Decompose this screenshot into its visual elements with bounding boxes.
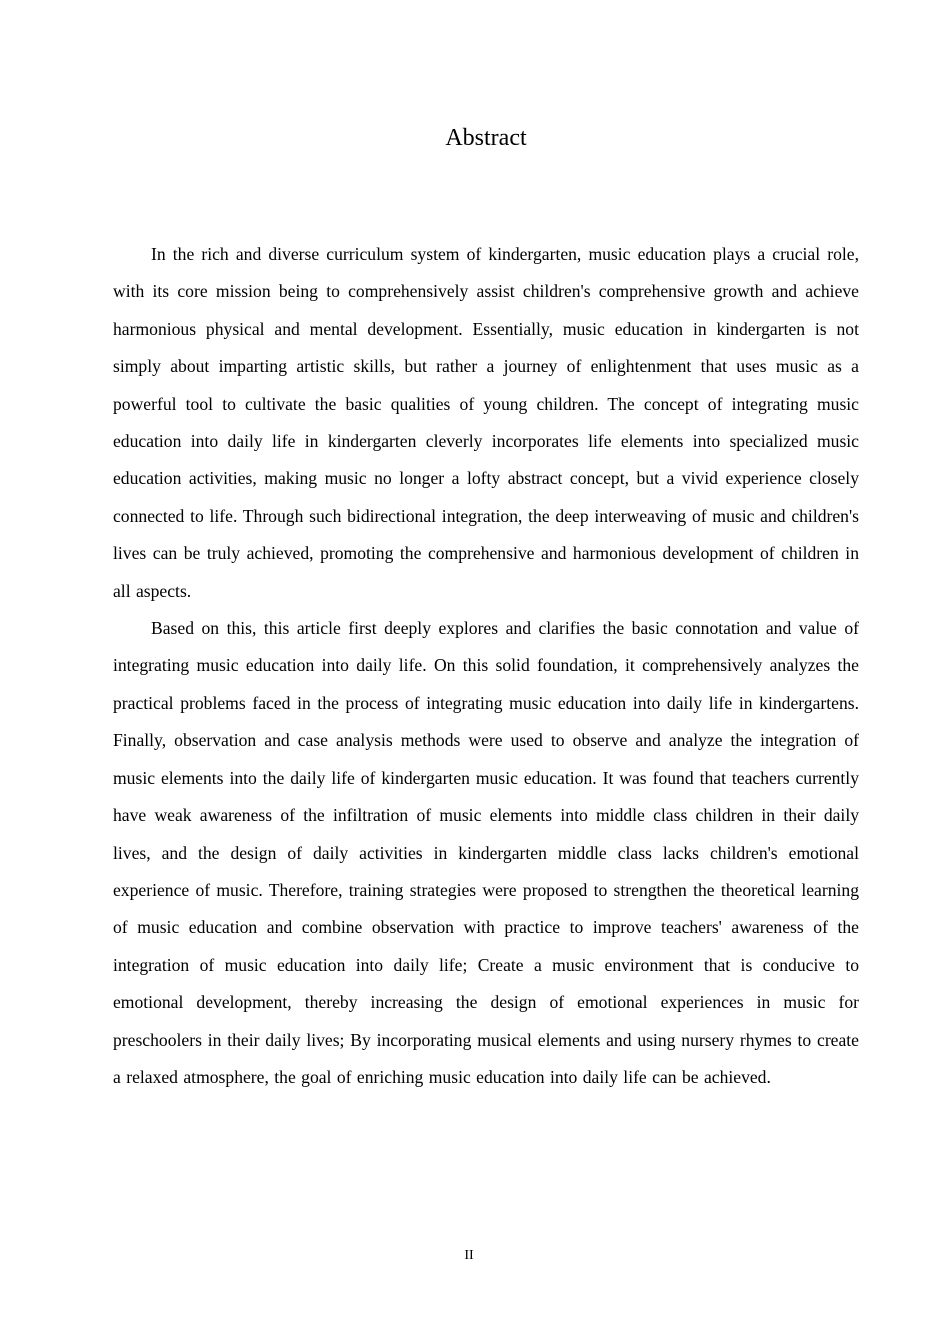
page-title: Abstract (445, 125, 527, 151)
abstract-paragraph-1: In the rich and diverse curriculum system of kindergarten, music education plays a crucial role, with its core mission being to comprehensively assist children's comprehensive growth and achieve harmonious physical and mental development. Essentially, music education in kindergarten is not simply about imparting artistic skills, but rather a journey of enlightenment that uses music as a powerful tool to cultivate the basic qualities of young children. The concept of integrating music education into daily life in kindergarten cleverly incorporates life elements into specialized music education activities, making music no longer a lofty abstract concept, but a vivid experience closely connected to life. Through such bidirectional integration, the deep interweaving of music and children's lives can be truly achieved, promoting the comprehensive and harmonious development of children in all aspects. (113, 244, 859, 601)
abstract-paragraph-2: Based on this, this article first deeply explores and clarifies the basic connotation and value of integrating music education into daily life. On this solid foundation, it comprehensively analyzes the practical problems faced in the process of integrating music education into daily life in kindergartens. Finally, observation and case analysis methods were used to observe and analyze the integration of music elements into the daily life of kindergarten music education. It was found that teachers currently have weak awareness of the infiltration of music elements into middle class children in their daily lives, and the design of daily activities in kindergarten middle class lacks children's emotional experience of music. Therefore, training strategies were proposed to strengthen the theoretical learning of music education and combine observation with practice to improve teachers' awareness of the integration of music education into daily life; Create a music environment that is conducive to emotional development, thereby increasing the design of emotional experiences in music for preschoolers in their daily lives; By incorporating musical elements and using nursery rhymes to create a relaxed atmosphere, the goal of enriching music education into daily life can be achieved. (113, 618, 859, 1087)
page-number: II (464, 1248, 474, 1263)
abstract-body (113, 236, 859, 1096)
